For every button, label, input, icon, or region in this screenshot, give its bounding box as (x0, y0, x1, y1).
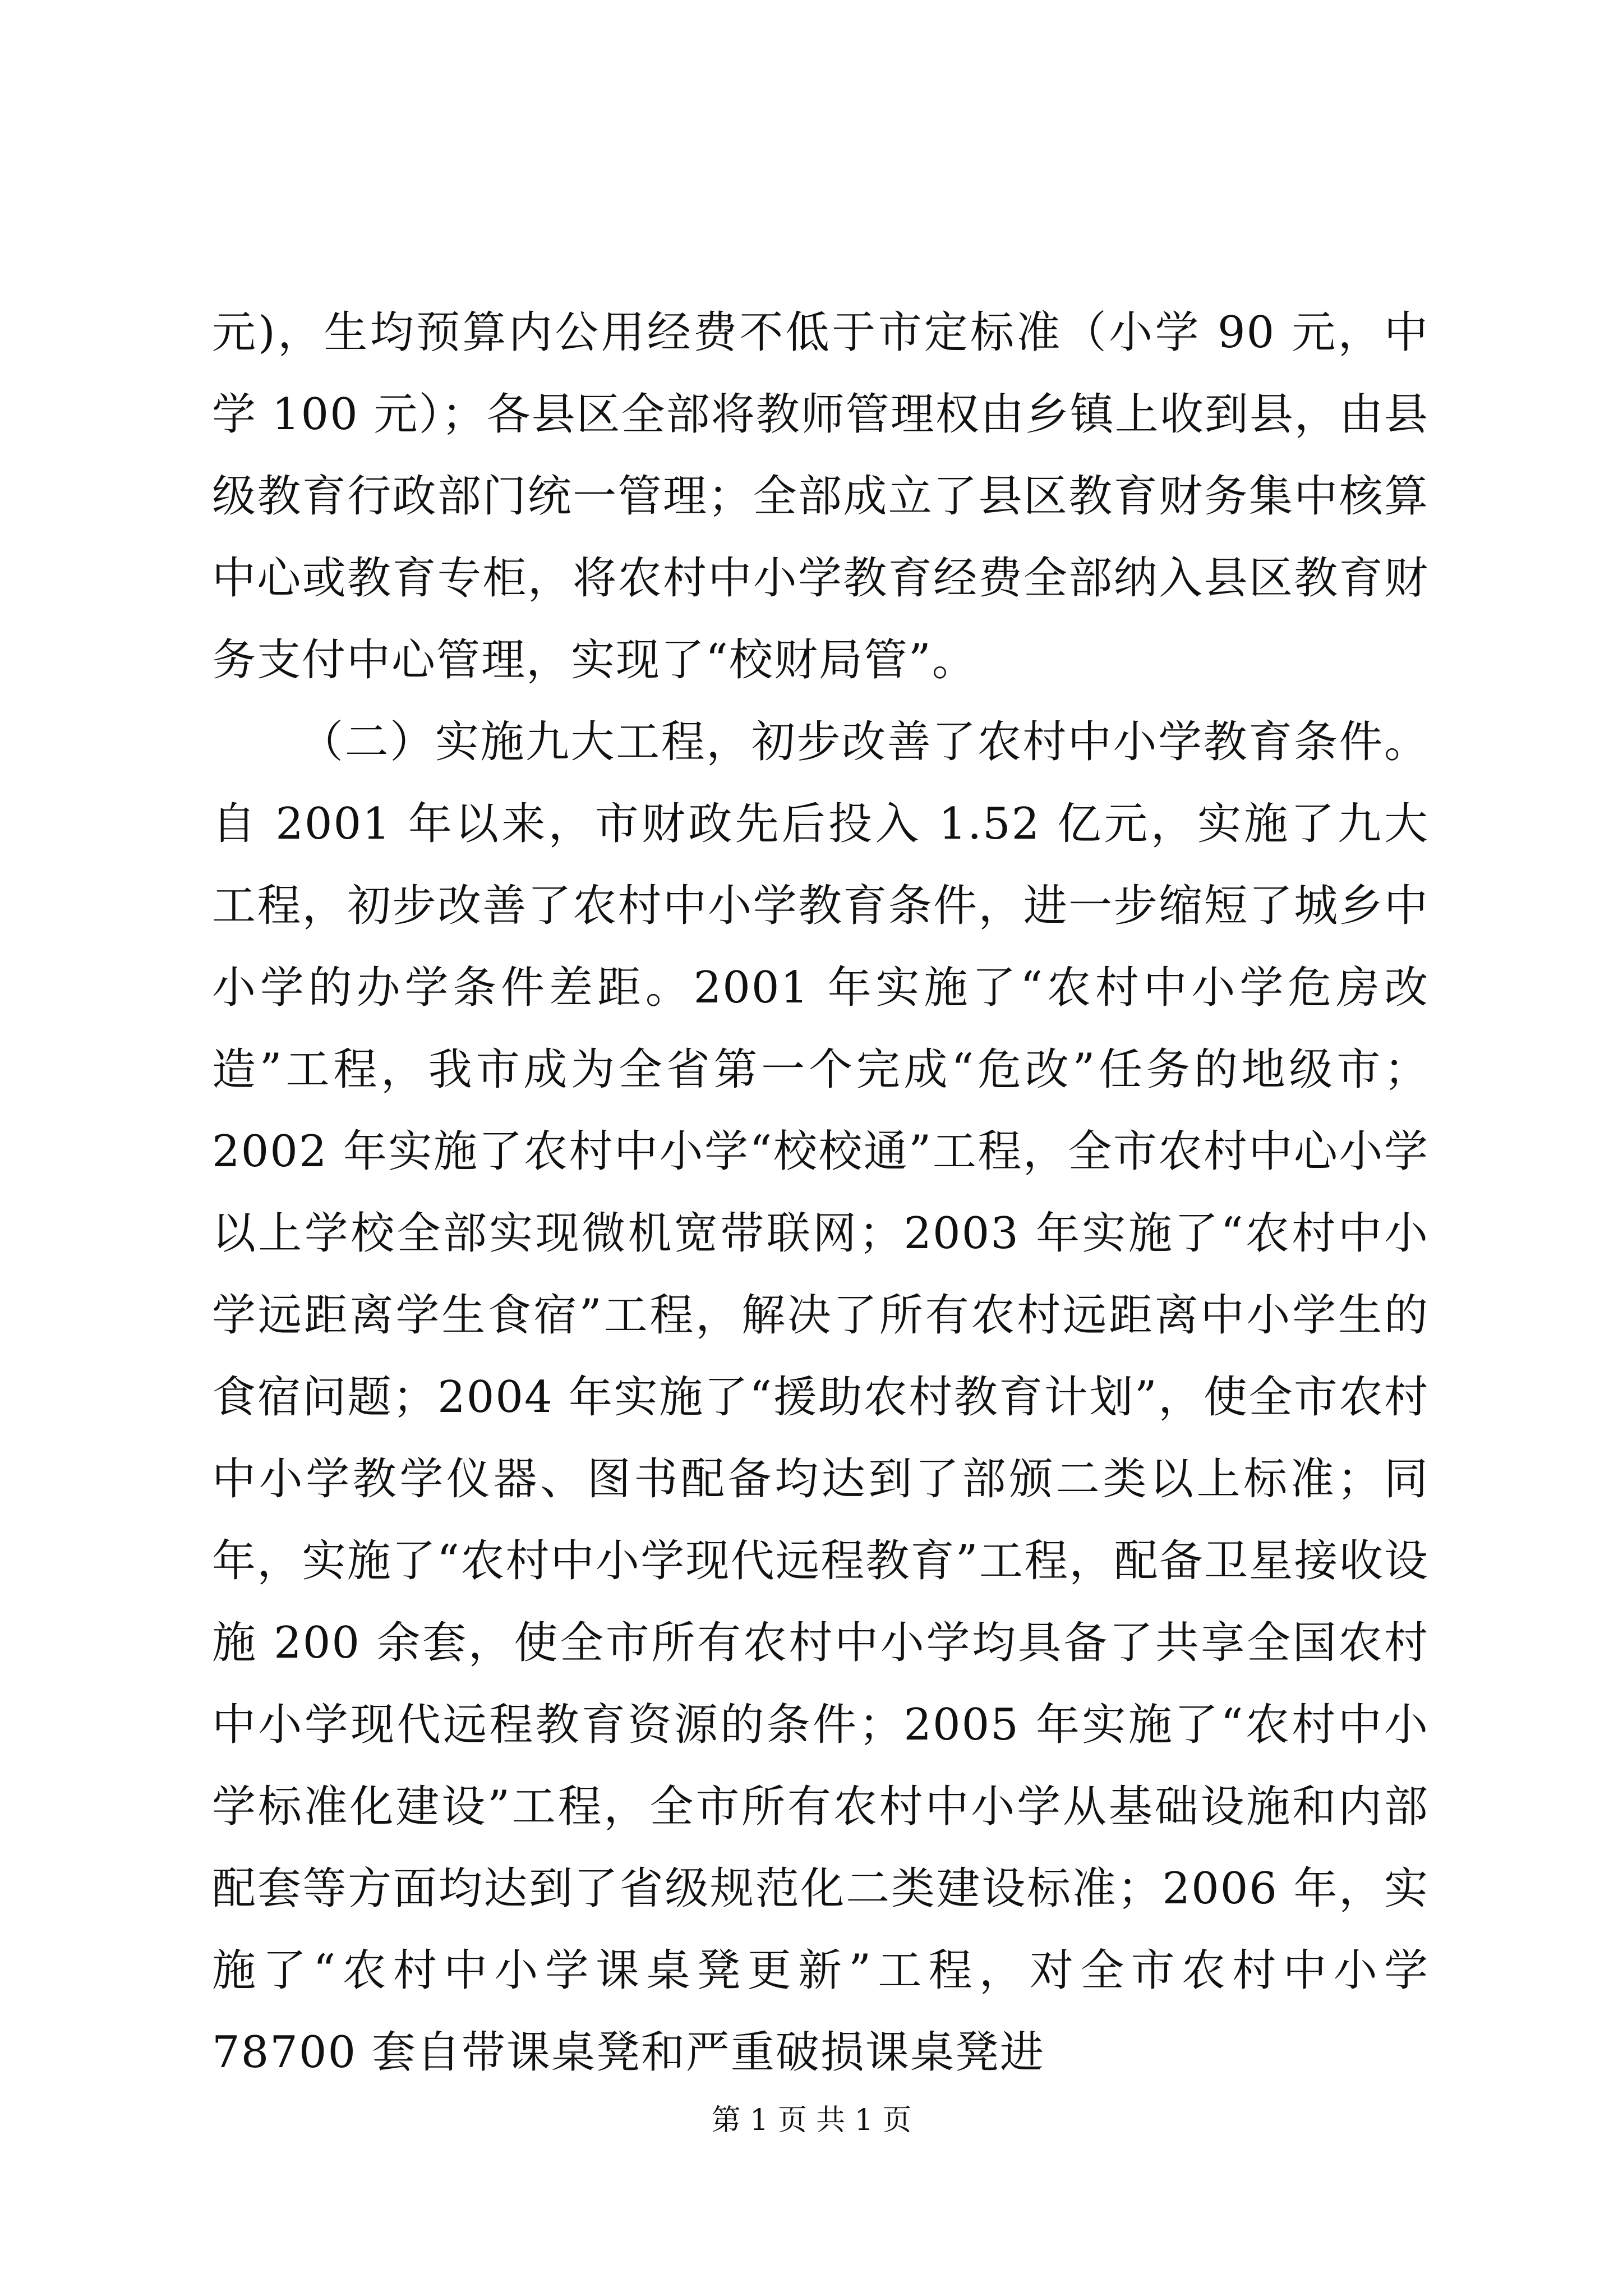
paragraph-section-two: （二）实施九大工程，初步改善了农村中小学教育条件。自 2001 年以来，市财政先后投入 1.52 亿元，实施了九大工程，初步改善了农村中小学教育条件，进一步缩短了城乡中小学的办学条件差距。2001 年实施了“农村中小学危房改造”工程，我市成为全省第一个完成“危改”任务的地级市；2002 年实施了农村中小学“校校通”工程，全市农村中心小学以上学校全部实现微机宽带联网；2003 年实施了“农村中小学远距离学生食宿”工程，解决了所有农村远距离中小学生的食宿问题；2004 年实施了“援助农村教育计划”，使全市农村中小学教学仪器、图书配备均达到了部颁二类以上标准；同年，实施了“农村中小学现代远程教育”工程，配备卫星接收设施 200 余套，使全市所有农村中小学均具备了共享全国农村中小学现代远程教育资源的条件；2005 年实施了“农村中小学标准化建设”工程，全市所有农村中小学从基础设施和内部配套等方面均达到了省级规范化二类建设标准；2006 年，实施了“农村中小学课桌凳更新”工程，对全市农村中小学 78700 套自带课桌凳和严重破损课桌凳进 (212, 717, 1429, 2078)
paragraph-continuation: 元)，生均预算内公用经费不低于市定标准（小学 90 元，中学 100 元）；各县区全部将教师管理权由乡镇上收到县，由县级教育行政部门统一管理；全部成立了县区教育财务集中核算中心或教育专柜，将农村中小学教育经费全部纳入县区教育财务支付中心管理，实现了“校财局管”。 (212, 307, 1429, 685)
document-body (212, 292, 1429, 2093)
page-footer: 第 1 页 共 1 页 (711, 2104, 912, 2137)
